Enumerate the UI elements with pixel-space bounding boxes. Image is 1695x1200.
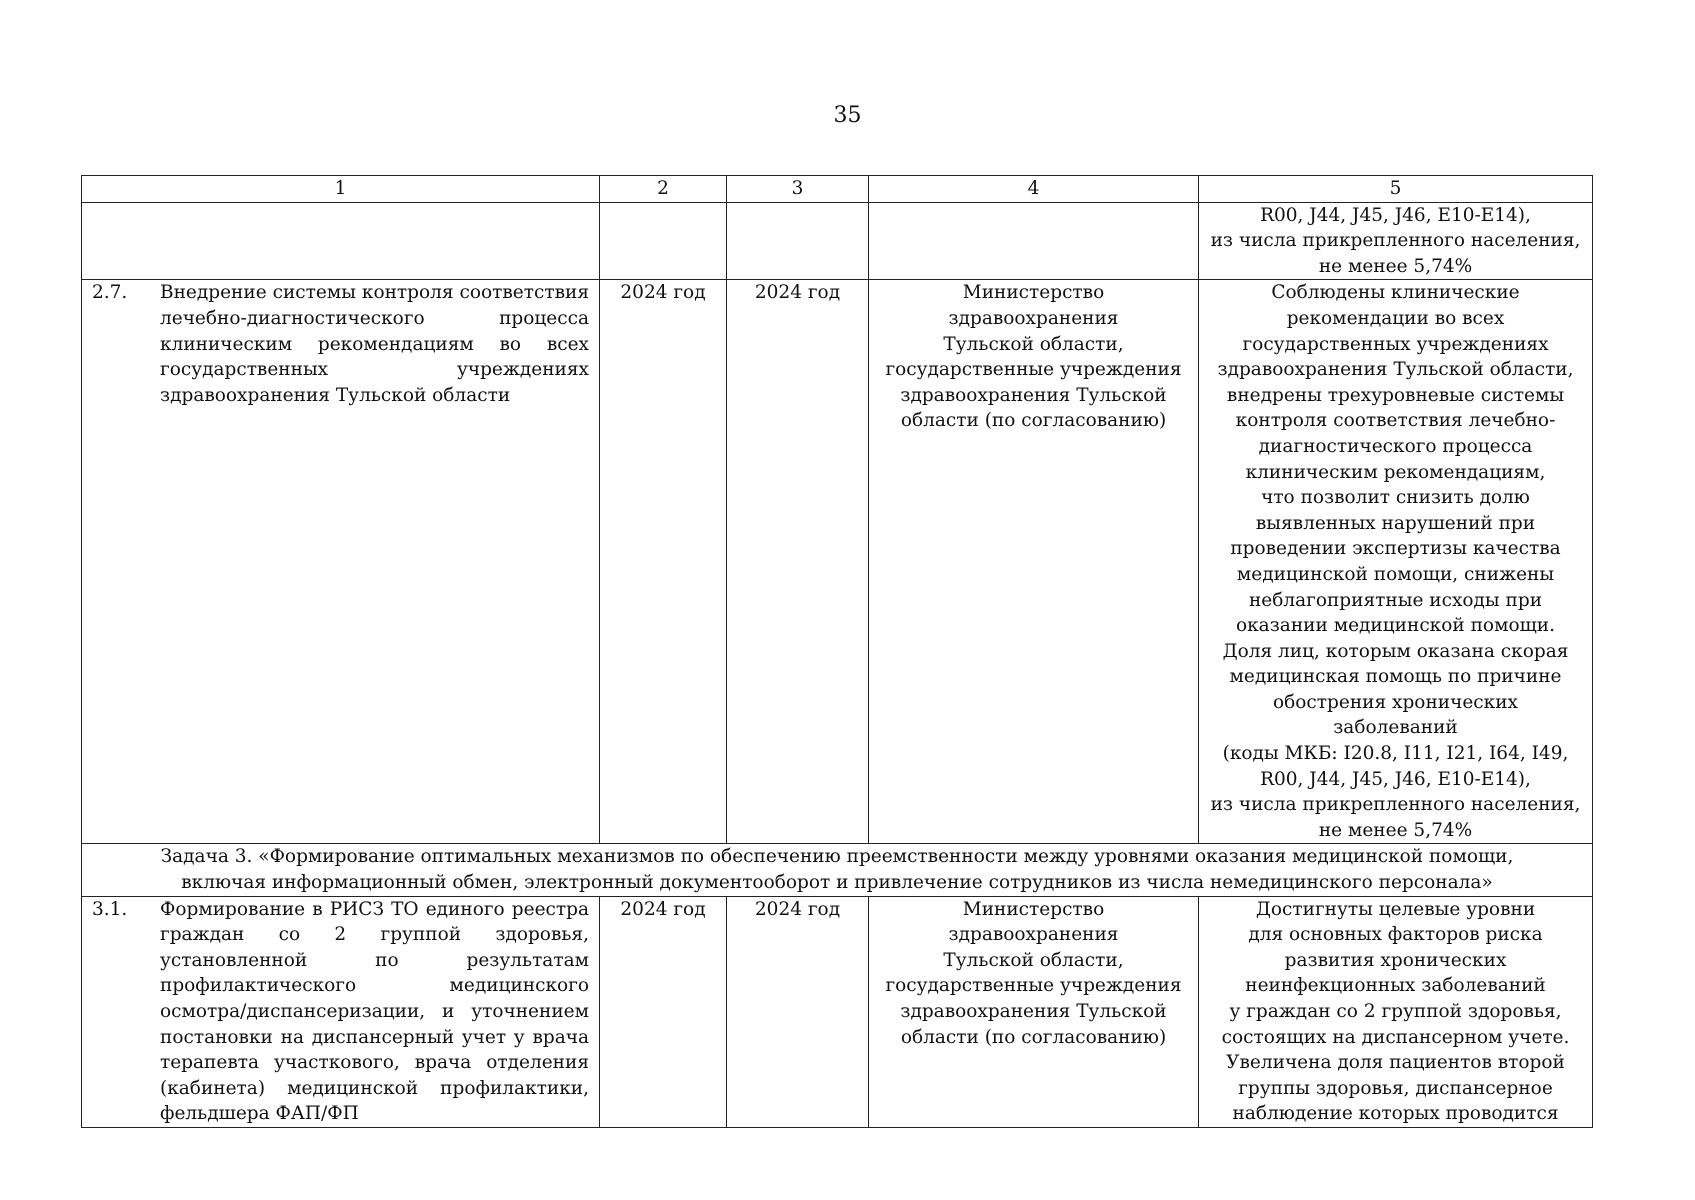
result-cell <box>1199 280 1593 844</box>
header-cell-5: 5 <box>1199 176 1593 203</box>
task-3-row <box>82 844 1593 896</box>
task-line: включая информационный обмен, электронный документооборот и привлечение сотрудников из числа немедицинского персонала» <box>181 872 1493 894</box>
cont-col3 <box>727 202 869 280</box>
executor-line: области (по согласованию) <box>900 410 1167 432</box>
end-date: 2024 год <box>727 280 869 844</box>
executor-line: здравоохранения Тульской <box>900 384 1167 406</box>
executor-line: Тульской области, <box>943 949 1124 971</box>
page-number: 35 <box>833 103 862 128</box>
executor-line: области (по согласованию) <box>900 1026 1167 1048</box>
cont-col2 <box>600 202 727 280</box>
result-line: R00, J44, J45, J46, E10-E14), <box>1260 768 1531 790</box>
result-line: из числа прикрепленного населения, <box>1210 230 1581 252</box>
executor-line: здравоохранения Тульской <box>900 1001 1167 1022</box>
result-line: здравоохранения Тульской области, <box>1217 359 1574 381</box>
result-line: рекомендации во всех <box>1286 307 1505 329</box>
cont-col1 <box>82 202 600 280</box>
measure-cell <box>82 280 600 844</box>
result-line: Увеличена доля пациентов второй <box>1226 1052 1565 1074</box>
result-line: государственных учреждениях <box>1242 333 1549 355</box>
executor-cell <box>869 280 1199 844</box>
header-cell-2: 2 <box>600 176 727 203</box>
result-line: проведении экспертизы качества <box>1230 538 1561 560</box>
result-line: R00, J44, J45, J46, E10-E14), <box>1260 204 1531 226</box>
result-line: выявленных нарушений при <box>1255 512 1536 534</box>
measure-number: 3.1. <box>92 898 128 920</box>
result-line: Достигнуты целевые уровни <box>1255 898 1536 920</box>
executor-line: государственные учреждения <box>885 359 1182 381</box>
result-line: Доля лиц, которым оказана скорая <box>1222 640 1569 662</box>
cont-result <box>1199 202 1593 280</box>
result-line: группы здоровья, диспансерное <box>1238 1077 1553 1099</box>
measure-name: Формирование в РИСЗ ТО единого реестра граждан со 2 группой здоровья, установленной по результатам профилактического медицинского осмотра/диспансеризации, и уточнением постановки на диспансерный учет у врача терапевта участкового, врача отделения (кабинета) медицинской профилактики, фельдшера ФАП/ФП <box>160 898 589 1125</box>
result-line: неинфекционных заболеваний <box>1245 975 1546 997</box>
executor-line: Министерство здравоохранения <box>948 898 1119 946</box>
header-cell-4: 4 <box>869 176 1199 203</box>
table-header-row <box>82 176 1593 203</box>
measure-name: Внедрение системы контроля соответствия лечебно-диагностического процесса клиническим рекомендациям во всех государственных учреждениях здравоохранения Тульской области <box>160 282 589 406</box>
header-cell-3: 3 <box>727 176 869 203</box>
result-line: контроля соответствия лечебно- <box>1235 410 1556 432</box>
result-line: что позволит снизить долю <box>1261 487 1530 509</box>
result-line: наблюдение которых проводится <box>1232 1103 1559 1125</box>
executor-line: государственные учреждения <box>885 975 1182 997</box>
cont-col4 <box>869 202 1199 280</box>
executor-line: Министерство здравоохранения <box>948 282 1119 329</box>
result-line: неблагоприятные исходы при <box>1248 589 1543 611</box>
result-line: медицинская помощь по причине <box>1229 666 1562 688</box>
result-line: (коды МКБ: I20.8, I11, I21, I64, I49, <box>1222 743 1569 765</box>
start-date: 2024 год <box>600 280 727 844</box>
header-cell-1: 1 <box>82 176 600 203</box>
result-line: состоящих на диспансерном учете. <box>1221 1026 1570 1048</box>
result-line: обострения хронических заболеваний <box>1273 691 1518 739</box>
result-line: из числа прикрепленного населения, <box>1210 794 1581 816</box>
measures-table <box>81 175 1593 1128</box>
end-date: 2024 год <box>727 896 869 1127</box>
executor-cell <box>869 896 1199 1127</box>
measure-number: 2.7. <box>92 282 128 304</box>
result-line: развития хронических <box>1284 949 1507 971</box>
result-line: клиническим рекомендациям, <box>1245 461 1546 483</box>
result-cell <box>1199 896 1593 1127</box>
task-3-heading <box>82 844 1593 896</box>
result-line: не менее 5,74% <box>1318 255 1473 277</box>
result-line: внедрены трехуровневые системы <box>1226 384 1565 406</box>
result-line: у граждан со 2 группой здоровья, <box>1229 1001 1562 1022</box>
executor-line: Тульской области, <box>943 333 1124 355</box>
result-line: Соблюдены клинические <box>1271 282 1520 304</box>
measure-cell <box>82 896 600 1127</box>
result-line: не менее 5,74% <box>1318 819 1473 841</box>
result-line: диагностического процесса <box>1258 435 1533 457</box>
result-line: для основных факторов риска <box>1248 924 1543 946</box>
table-row-3-1 <box>82 896 1593 1127</box>
result-line: оказании медицинской помощи. <box>1235 615 1556 637</box>
table-row-2-7 <box>82 280 1593 844</box>
task-line: Задача 3. «Формирование оптимальных механизмов по обеспечению преемственности между уровнями оказания медицинской помощи, <box>160 846 1514 868</box>
table-row-continued <box>82 202 1593 280</box>
result-line: медицинской помощи, снижены <box>1236 563 1555 585</box>
start-date: 2024 год <box>600 896 727 1127</box>
